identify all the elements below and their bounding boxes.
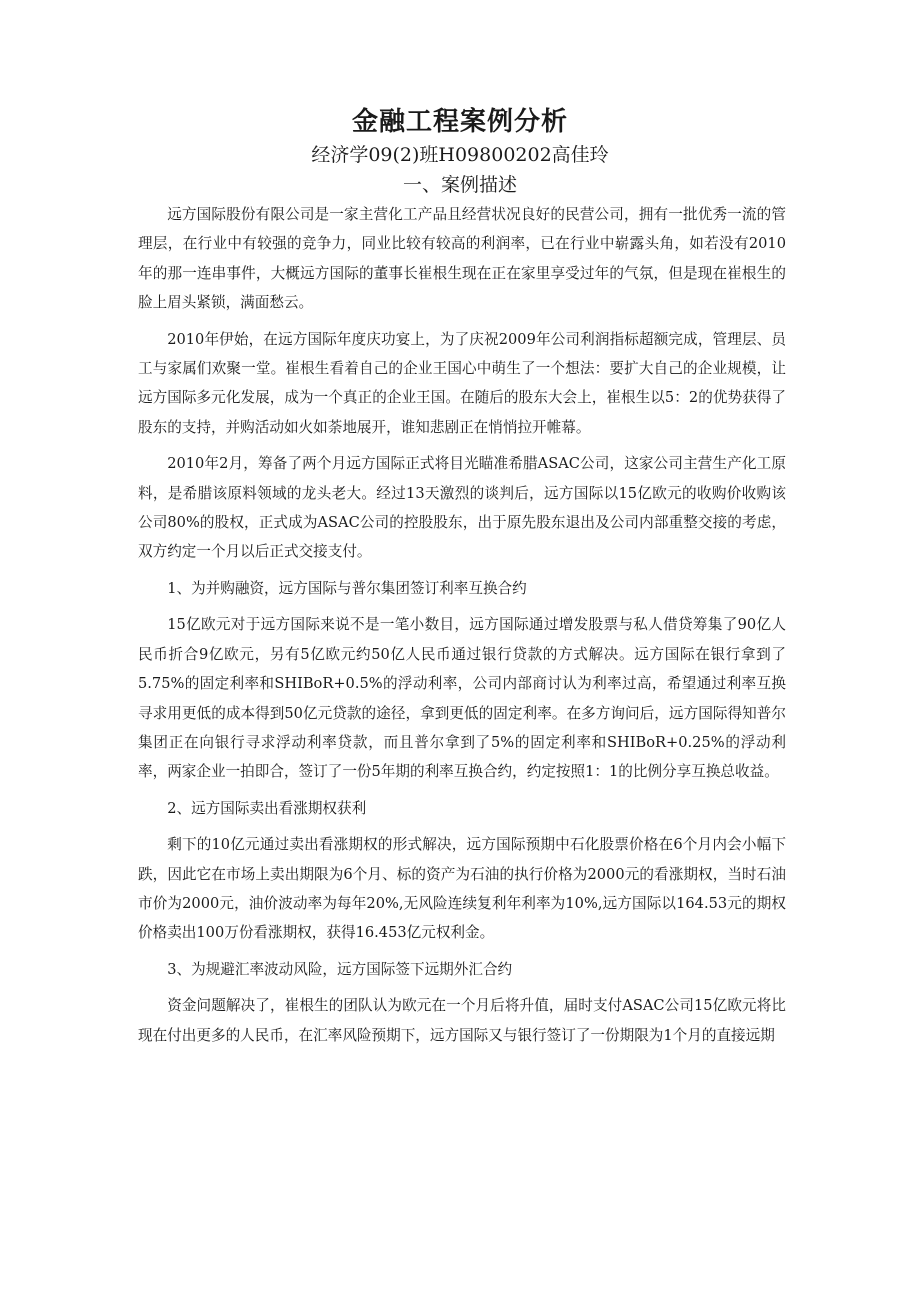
paragraph-financing: 15亿欧元对于远方国际来说不是一笔小数目，远方国际通过增发股票与私人借贷筹集了90亿人民币折合9亿欧元，另有5亿欧元约50亿人民币通过银行贷款的方式解决。远方国际在银行拿到了5.75%的固定利率和SHIBoR+0.5%的浮动利率，公司内部商讨认为利率过高，希望通过利率互换寻求用更低的成本得到50亿元贷款的途径，拿到更低的固定利率。在多方询问后，远方国际得知普尔集团正在向银行寻求浮动利率贷款，而且普尔拿到了5%的固定利率和SHIBoR+0.25%的浮动利率，两家企业一拍即合，签订了一份5年期的利率互换合约，约定按照1：1的比例分享互换总收益。: [138, 616, 786, 781]
paragraph-company-intro: 远方国际股份有限公司是一家主营化工产品且经营状况良好的民营公司，拥有一批优秀一流的管理层，在行业中有较强的竞争力，同业比较有较高的利润率，已在行业中崭露头角，如若没有2010年的那一连串事件，大概远方国际的董事长崔根生现在正在家里享受过年的气氛，但是现在崔根生的脸上眉头紧锁，满面愁云。: [138, 206, 786, 312]
author-line: 经济学09(2)班H09800202高佳玲: [311, 144, 609, 166]
subheading-call-option: 2、远方国际卖出看涨期权获利: [167, 799, 367, 817]
paragraph-call-option: 剩下的10亿元通过卖出看涨期权的形式解决，远方国际预期中石化股票价格在6个月内会小幅下跌，因此它在市场上卖出期限为6个月、标的资产为石油的执行价格为2000元的看涨期权，当时石油市价为2000元，油价波动率为每年20%,无风险连续复利年利率为10%,远方国际以164.53元的期权价格卖出100万份看涨期权，获得16.453亿元权利金。: [138, 836, 786, 942]
subheading-forward-contract: 3、为规避汇率波动风险，远方国际签下远期外汇合约: [167, 960, 513, 978]
paragraph-expansion-plan: 2010年伊始，在远方国际年度庆功宴上，为了庆祝2009年公司利润指标超额完成，管理层、员工与家属们欢聚一堂。崔根生看着自己的企业王国心中萌生了一个想法：要扩大自己的企业规模，让远方国际多元化发展，成为一个真正的企业王国。在随后的股东大会上，崔根生以5：2的优势获得了股东的支持，并购活动如火如荼地展开，谁知悲剧正在悄悄拉开帷幕。: [138, 330, 786, 436]
document-body: [138, 200, 786, 1057]
subheading-interest-rate-swap: 1、为并购融资，远方国际与普尔集团签订利率互换合约: [167, 579, 527, 597]
document-title: 金融工程案例分析: [351, 107, 568, 137]
paragraph-forward-contract: 资金问题解决了，崔根生的团队认为欧元在一个月后将升值，届时支付ASAC公司15亿欧元将比现在付出更多的人民币，在汇率风险预期下，远方国际又与银行签订了一份期限为1个月的直接远期: [138, 997, 786, 1044]
paragraph-acquisition: 2010年2月，筹备了两个月远方国际正式将目光瞄准希腊ASAC公司，这家公司主营生产化工原料，是希腊该原料领域的龙头老大。经过13天激烈的谈判后，远方国际以15亿欧元的收购价收购该公司80%的股权，正式成为ASAC公司的控股股东，出于原先股东退出及公司内部重整交接的考虑，双方约定一个月以后正式交接支付。: [138, 455, 786, 561]
section-heading: 一、案例描述: [402, 174, 517, 196]
